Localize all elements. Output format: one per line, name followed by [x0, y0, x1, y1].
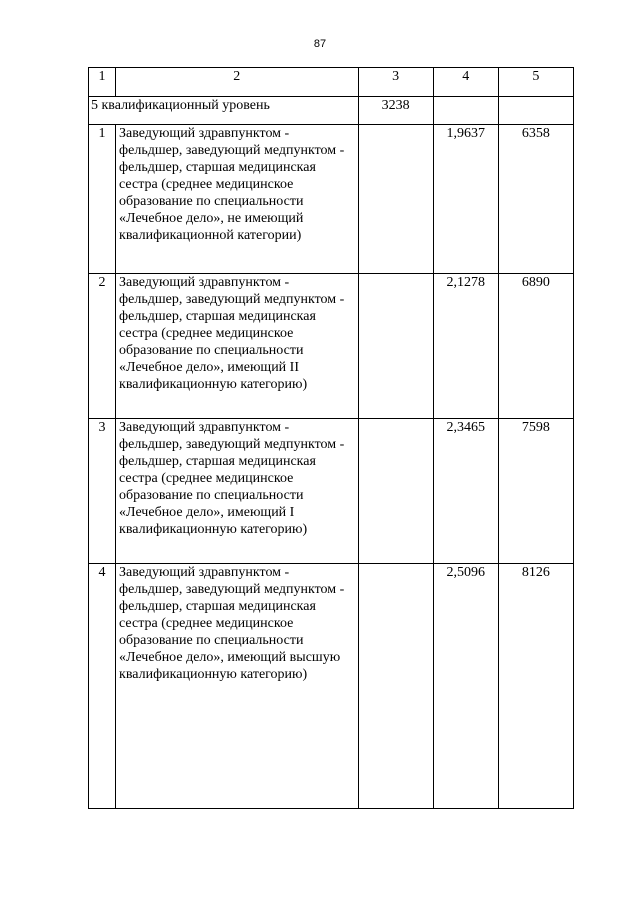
qualification-level-label: 5 квалификационный уровень [89, 97, 359, 125]
base-cell [358, 419, 433, 564]
coefficient: 2,1278 [433, 274, 498, 419]
position-title: Заведующий здравпунктом - фельдшер, заведующий медпунктом - фельдшер, старшая медицинская сестра (среднее медицинское образование по специальности «Лечебное дело», имеющий II квалификационную категорию) [116, 274, 359, 419]
salary: 7598 [498, 419, 573, 564]
table-row [89, 274, 574, 419]
table-row [89, 125, 574, 274]
qualification-table [88, 67, 574, 809]
table-row [89, 419, 574, 564]
table-row [89, 564, 574, 809]
base-cell [358, 274, 433, 419]
coefficient: 1,9637 [433, 125, 498, 274]
header-cell: 2 [116, 68, 359, 97]
salary: 6890 [498, 274, 573, 419]
header-cell: 5 [498, 68, 573, 97]
header-cell: 1 [89, 68, 116, 97]
page-number: 87 [313, 38, 327, 50]
base-cell [358, 125, 433, 274]
qualification-level-row [89, 97, 574, 125]
header-cell: 3 [358, 68, 433, 97]
empty-cell [498, 97, 573, 125]
coefficient: 2,5096 [433, 564, 498, 809]
position-title: Заведующий здравпунктом - фельдшер, заведующий медпунктом - фельдшер, старшая медицинская сестра (среднее медицинское образование по специальности «Лечебное дело», имеющий I квалификационную категорию) [116, 419, 359, 564]
salary: 8126 [498, 564, 573, 809]
position-title: Заведующий здравпунктом - фельдшер, заведующий медпунктом - фельдшер, старшая медицинская сестра (среднее медицинское образование по специальности «Лечебное дело», не имеющий квалификационной категории) [116, 125, 359, 274]
row-number: 2 [89, 274, 116, 419]
row-number: 1 [89, 125, 116, 274]
base-cell [358, 564, 433, 809]
qualification-level-base-salary: 3238 [358, 97, 433, 125]
coefficient: 2,3465 [433, 419, 498, 564]
salary: 6358 [498, 125, 573, 274]
row-number: 4 [89, 564, 116, 809]
position-title: Заведующий здравпунктом - фельдшер, заведующий медпунктом - фельдшер, старшая медицинская сестра (среднее медицинское образование по специальности «Лечебное дело», имеющий высшую квалификационную категорию) [116, 564, 359, 809]
header-cell: 4 [433, 68, 498, 97]
empty-cell [433, 97, 498, 125]
table-header-row [89, 68, 574, 97]
row-number: 3 [89, 419, 116, 564]
